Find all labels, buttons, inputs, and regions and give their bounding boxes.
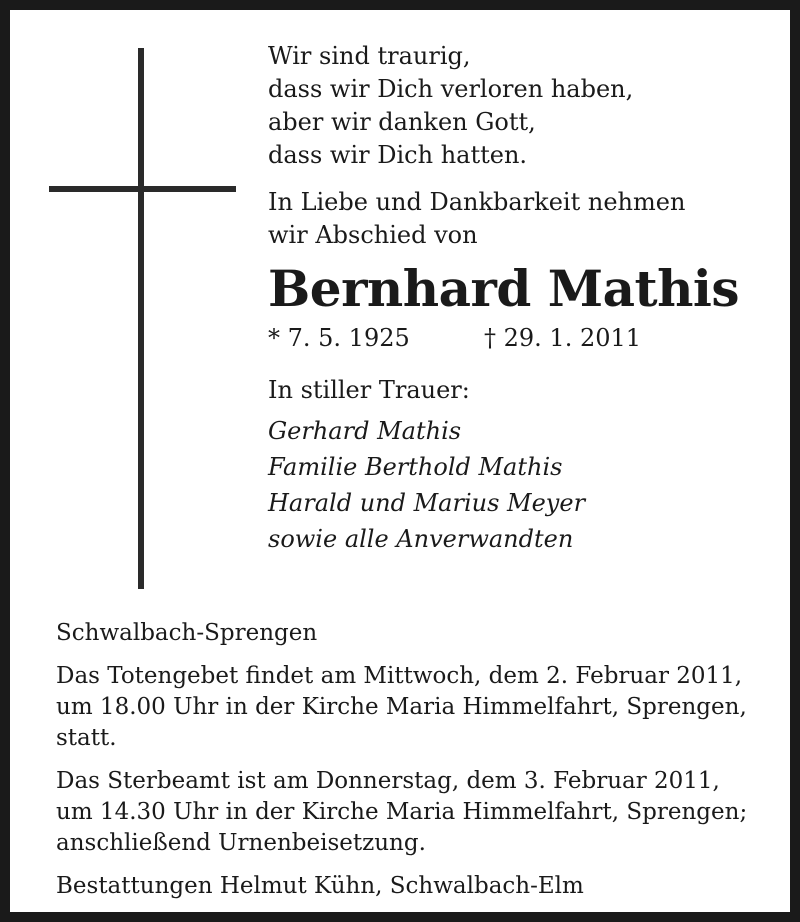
intro-text [268, 186, 788, 252]
mourner-name: Familie Berthold Mathis [268, 453, 563, 481]
requiem-line: um 14.30 Uhr in der Kirche Maria Himmelfahrt, Sprengen; [56, 799, 748, 825]
mourning-heading: In stiller Trauer: [268, 376, 470, 404]
prayer-line: um 18.00 Uhr in der Kirche Maria Himmelfahrt, Sprengen, [56, 694, 747, 720]
poem-line: dass wir Dich verloren haben, [268, 75, 634, 103]
requiem-notice [56, 766, 776, 859]
cross-icon-bar [49, 186, 236, 192]
service-details [56, 618, 776, 902]
intro-line: wir Abschied von [268, 221, 478, 249]
mourner-name: sowie alle Anverwandten [268, 525, 574, 553]
mourners-list [268, 413, 788, 557]
requiem-line: anschließend Urnenbeisetzung. [56, 830, 426, 856]
poem-line: dass wir Dich hatten. [268, 141, 528, 169]
undertaker: Bestattungen Helmut Kühn, Schwalbach-Elm [56, 873, 584, 899]
poem-line: Wir sind traurig, [268, 42, 471, 70]
life-dates [268, 320, 788, 356]
poem [268, 40, 788, 172]
main-text-column [268, 40, 788, 557]
requiem-line: Das Sterbeamt ist am Donnerstag, dem 3. Februar 2011, [56, 768, 720, 794]
birth-date: * 7. 5. 1925 [268, 324, 410, 352]
deceased-name: Bernhard Mathis [268, 259, 740, 318]
prayer-notice [56, 661, 776, 754]
intro-line: In Liebe und Dankbarkeit nehmen [268, 188, 686, 216]
place-name: Schwalbach-Sprengen [56, 620, 318, 646]
cross-icon [138, 48, 144, 589]
mourner-name: Gerhard Mathis [268, 417, 462, 445]
prayer-line: statt. [56, 725, 117, 751]
poem-line: aber wir danken Gott, [268, 108, 536, 136]
death-date: † 29. 1. 2011 [484, 324, 642, 352]
prayer-line: Das Totengebet findet am Mittwoch, dem 2. Februar 2011, [56, 663, 743, 689]
mourner-name: Harald und Marius Meyer [268, 489, 586, 517]
